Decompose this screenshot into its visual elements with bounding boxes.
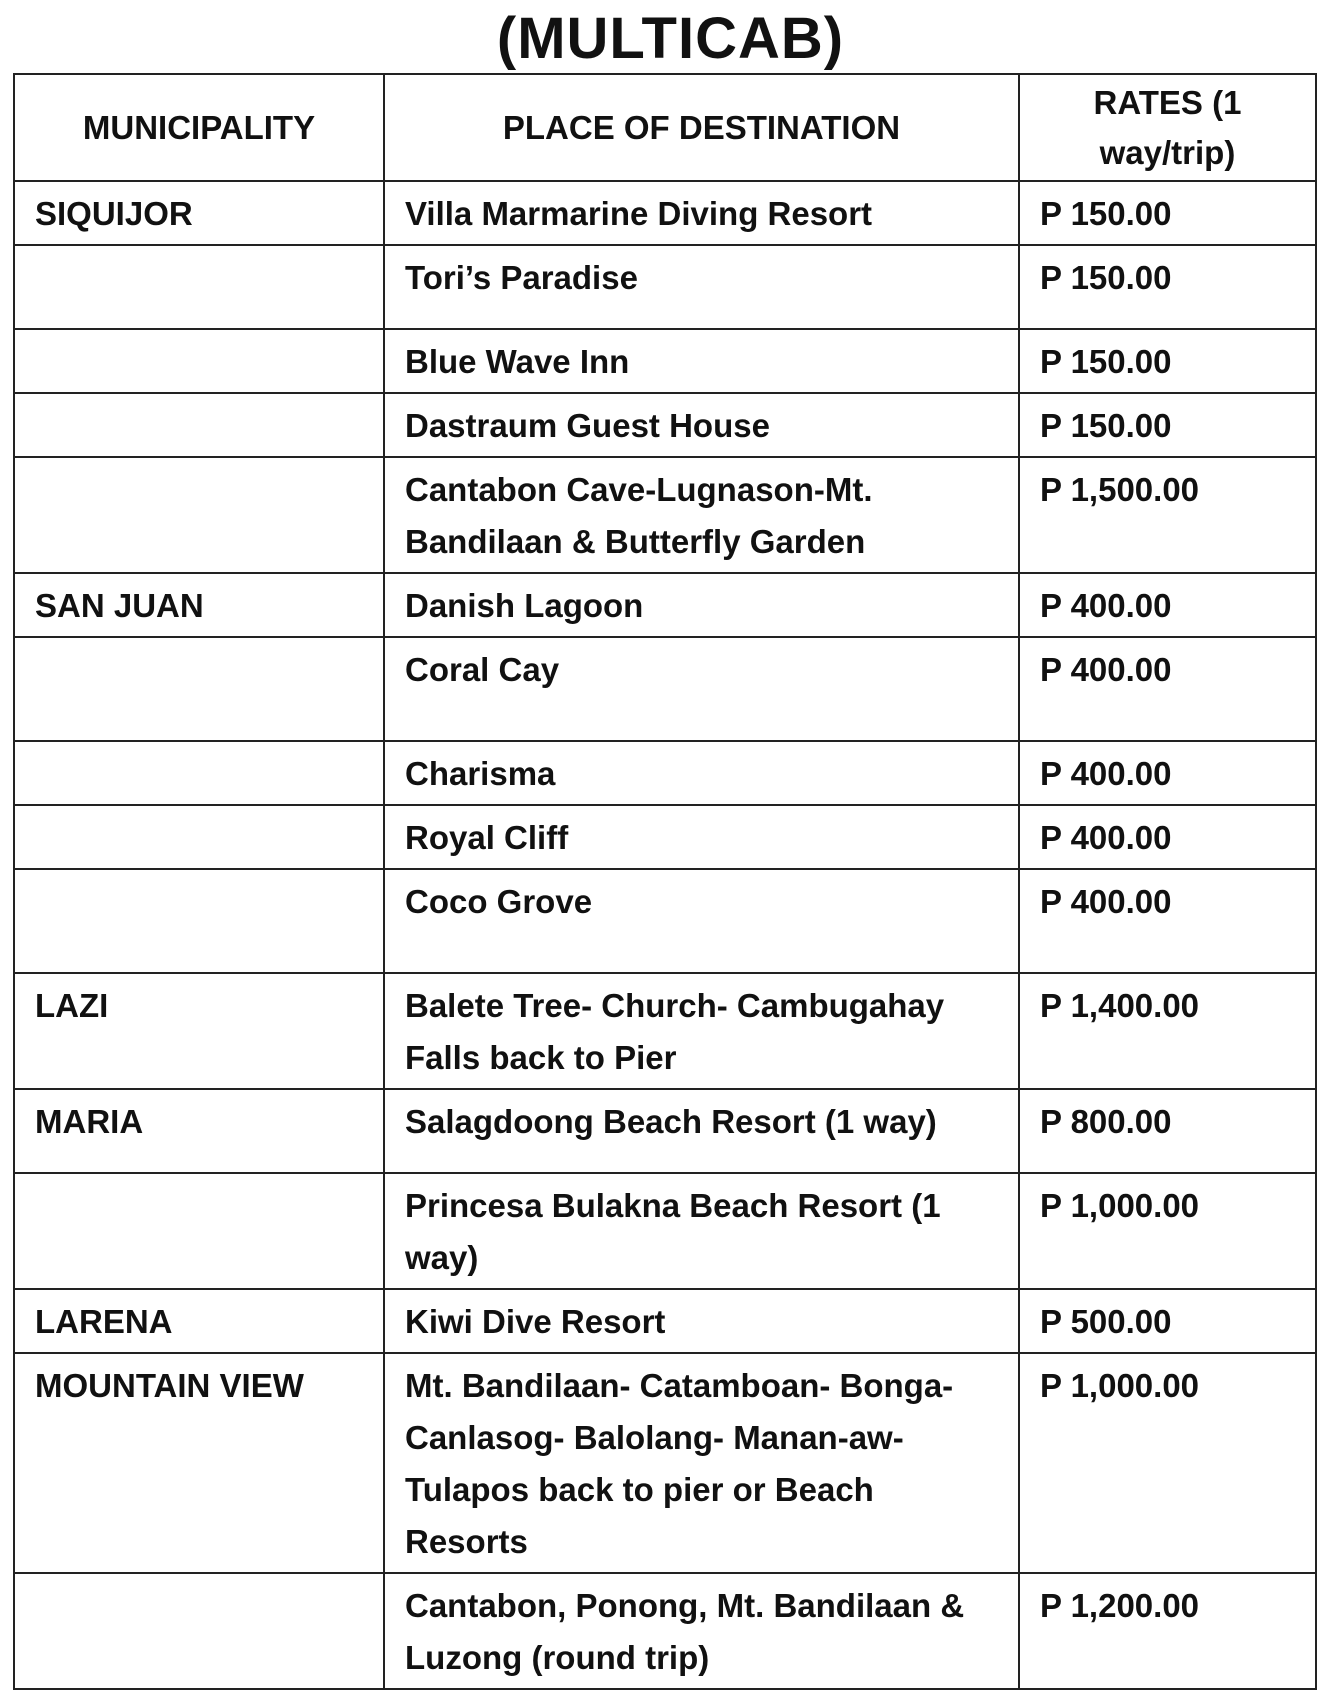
municipality-cell [14, 1173, 384, 1289]
destination-cell: Coco Grove [384, 869, 1019, 973]
table-row [14, 637, 1316, 741]
table-row [14, 1353, 1316, 1573]
header-destination: PLACE OF DESTINATION [384, 74, 1019, 181]
municipality-cell [14, 637, 384, 741]
destination-cell: Tori’s Paradise [384, 245, 1019, 329]
table-row [14, 573, 1316, 637]
destination-cell: Coral Cay [384, 637, 1019, 741]
rate-cell: P 400.00 [1019, 637, 1316, 741]
municipality-cell [14, 741, 384, 805]
destination-cell: Balete Tree- Church- Cambugahay Falls back to Pier [384, 973, 1019, 1089]
destination-cell: Mt. Bandilaan- Catamboan- Bonga- Canlasog- Balolang- Manan-aw- Tulapos back to pier or Beach Resorts [384, 1353, 1019, 1573]
table-header-row [14, 74, 1316, 181]
rate-cell: P 150.00 [1019, 393, 1316, 457]
rate-cell: P 150.00 [1019, 181, 1316, 245]
destination-cell: Blue Wave Inn [384, 329, 1019, 393]
page-title: (MULTICAB) [496, 6, 845, 71]
destination-cell: Princesa Bulakna Beach Resort (1 way) [384, 1173, 1019, 1289]
municipality-cell: MARIA [14, 1089, 384, 1173]
municipality-cell [14, 393, 384, 457]
municipality-cell: SIQUIJOR [14, 181, 384, 245]
table-row [14, 1089, 1316, 1173]
table-row [14, 1289, 1316, 1353]
destination-cell: Danish Lagoon [384, 573, 1019, 637]
destination-cell: Kiwi Dive Resort [384, 1289, 1019, 1353]
municipality-cell [14, 805, 384, 869]
municipality-cell: LAZI [14, 973, 384, 1089]
rate-cell: P 400.00 [1019, 573, 1316, 637]
table-row [14, 457, 1316, 573]
municipality-cell: SAN JUAN [14, 573, 384, 637]
municipality-cell: MOUNTAIN VIEW [14, 1353, 384, 1573]
rate-cell: P 1,400.00 [1019, 973, 1316, 1089]
destination-cell: Royal Cliff [384, 805, 1019, 869]
rate-cell: P 1,000.00 [1019, 1353, 1316, 1573]
table-row [14, 1573, 1316, 1689]
rate-cell: P 500.00 [1019, 1289, 1316, 1353]
destination-cell: Charisma [384, 741, 1019, 805]
rate-cell: P 1,200.00 [1019, 1573, 1316, 1689]
rate-cell: P 800.00 [1019, 1089, 1316, 1173]
table-row [14, 805, 1316, 869]
table-row [14, 245, 1316, 329]
destination-cell: Cantabon, Ponong, Mt. Bandilaan & Luzong (round trip) [384, 1573, 1019, 1689]
rate-cell: P 1,500.00 [1019, 457, 1316, 573]
destination-cell: Villa Marmarine Diving Resort [384, 181, 1019, 245]
table-row [14, 741, 1316, 805]
municipality-cell [14, 329, 384, 393]
municipality-cell [14, 245, 384, 329]
municipality-cell [14, 457, 384, 573]
table-row [14, 181, 1316, 245]
rate-cell: P 400.00 [1019, 805, 1316, 869]
rate-cell: P 1,000.00 [1019, 1173, 1316, 1289]
header-municipality: MUNICIPALITY [14, 74, 384, 181]
table-row [14, 973, 1316, 1089]
rates-table [13, 73, 1317, 1690]
table-row [14, 869, 1316, 973]
table-row [14, 1173, 1316, 1289]
rate-cell: P 150.00 [1019, 245, 1316, 329]
municipality-cell [14, 1573, 384, 1689]
destination-cell: Salagdoong Beach Resort (1 way) [384, 1089, 1019, 1173]
header-rates: RATES (1 way/trip) [1019, 74, 1316, 181]
destination-cell: Dastraum Guest House [384, 393, 1019, 457]
municipality-cell [14, 869, 384, 973]
table-row [14, 393, 1316, 457]
destination-cell: Cantabon Cave-Lugnason-Mt. Bandilaan & Butterfly Garden [384, 457, 1019, 573]
rate-cell: P 400.00 [1019, 741, 1316, 805]
municipality-cell: LARENA [14, 1289, 384, 1353]
rate-cell: P 150.00 [1019, 329, 1316, 393]
table-row [14, 329, 1316, 393]
rate-cell: P 400.00 [1019, 869, 1316, 973]
